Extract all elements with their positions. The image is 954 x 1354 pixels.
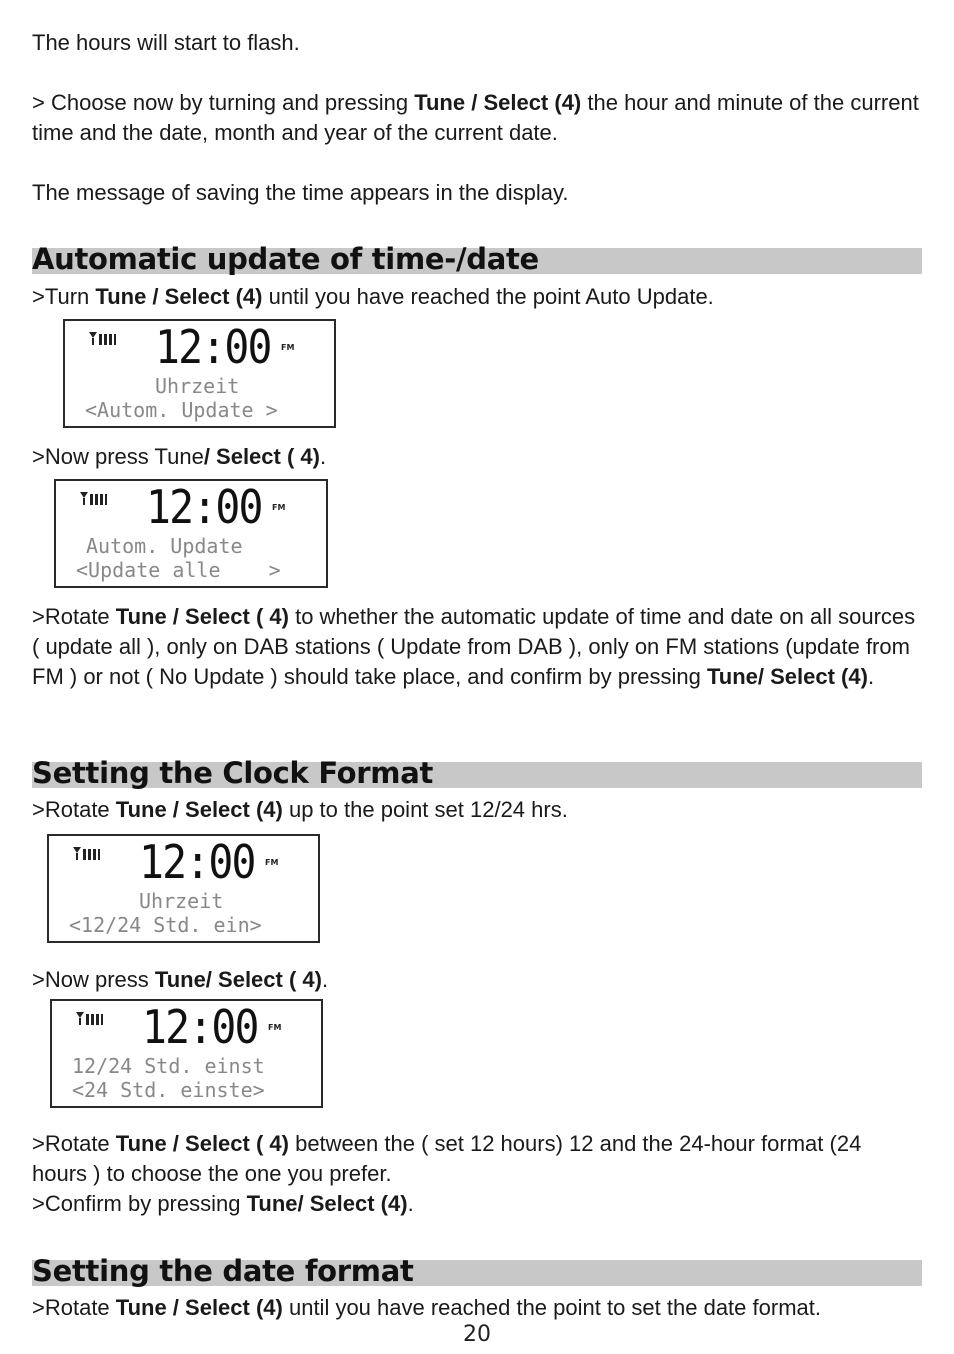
- intro-text-1: The hours will start to flash.: [32, 30, 300, 55]
- lcd-display: [47, 834, 320, 943]
- lcd-band: FM: [268, 1023, 282, 1032]
- lcd-clock: 12:00: [139, 835, 255, 889]
- lcd-display: [50, 999, 323, 1108]
- clock-step-2: >Now press Tune/ Select ( 4).: [32, 967, 329, 992]
- antenna-icon: [71, 846, 101, 862]
- lcd-display: [63, 319, 336, 428]
- intro-text-3: The message of saving the time appears in the display.: [32, 180, 569, 205]
- lcd-band: FM: [265, 858, 279, 867]
- section-heading-auto-update: Automatic update of time-/date: [32, 248, 922, 274]
- lcd-clock: 12:00: [146, 480, 262, 534]
- antenna-icon: [87, 331, 117, 347]
- lcd-clock: 12:00: [155, 320, 271, 374]
- lcd-display: [54, 479, 328, 588]
- lcd-line-2: <Update alle >: [76, 558, 281, 582]
- date-step-1: >Rotate Tune / Select (4) until you have reached the point to set the date format.: [32, 1295, 821, 1320]
- section-heading-clock-format: Setting the Clock Format: [32, 762, 922, 788]
- clock-step-1: >Rotate Tune / Select (4) up to the point set 12/24 hrs.: [32, 797, 568, 822]
- lcd-line-1: Autom. Update: [86, 534, 243, 558]
- antenna-icon: [78, 491, 108, 507]
- section-heading-date-format: Setting the date format: [32, 1260, 922, 1286]
- lcd-clock: 12:00: [142, 1000, 258, 1054]
- antenna-icon: [74, 1011, 104, 1027]
- lcd-line-2: <Autom. Update >: [85, 398, 278, 422]
- intro-text-2: > Choose now by turning and pressing Tune / Select (4) the hour and minute of the current time and the date, month and year of the current date.: [32, 90, 919, 145]
- lcd-line-1: Uhrzeit: [139, 889, 224, 913]
- lcd-band: FM: [281, 343, 295, 352]
- lcd-line-1: 12/24 Std. einst: [72, 1054, 265, 1078]
- auto-step-3: >Rotate Tune / Select ( 4) to whether the automatic update of time and date on all sources ( update all ), only on DAB stations ( Update from DAB ), only on FM stations (update from FM ) or not ( No Update ) should take place, and confirm by pressing Tune/ Select (4).: [32, 604, 916, 689]
- clock-step-4: >Confirm by pressing Tune/ Select (4).: [32, 1191, 414, 1216]
- lcd-line-1: Uhrzeit: [155, 374, 240, 398]
- lcd-line-2: <12/24 Std. ein>: [69, 913, 262, 937]
- lcd-band: FM: [272, 503, 286, 512]
- page-number: 20: [463, 1322, 491, 1347]
- lcd-line-2: <24 Std. einste>: [72, 1078, 265, 1102]
- clock-step-3: >Rotate Tune / Select ( 4) between the ( set 12 hours) 12 and the 24-hour format (24 hours ) to choose the one you prefer.: [32, 1131, 862, 1186]
- auto-step-2: >Now press Tune/ Select ( 4).: [32, 444, 327, 469]
- auto-step-1: >Turn Tune / Select (4) until you have reached the point Auto Update.: [32, 284, 714, 309]
